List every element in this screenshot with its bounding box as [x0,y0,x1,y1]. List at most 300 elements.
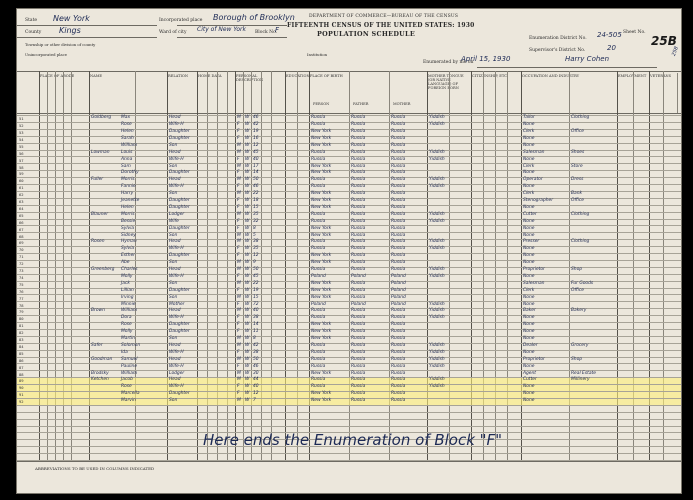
surname-cell: Fuller [91,177,104,183]
race-cell: W [245,253,250,259]
occupation-cell: None [523,322,535,328]
grid-row-line [17,322,681,323]
grid-row-line [17,384,681,385]
row-number: 85 [19,350,24,356]
industry-cell: Shop [571,267,583,272]
sex-cell: M [237,163,241,169]
race-cell: W [245,273,250,279]
occupation-cell: None [523,232,535,238]
relation-cell: Daughter [169,135,190,141]
age-cell: 50 [253,177,259,183]
race-cell: W [245,211,250,217]
mother-birthplace-cell: Russia [391,322,406,328]
sex-cell: M [237,115,241,121]
sex-cell: F [237,225,240,231]
age-cell: 12 [253,253,259,259]
mother-birthplace-cell: Russia [391,198,406,203]
given-name-cell: Bessie [121,218,136,224]
mother-birthplace-cell: Russia [391,349,406,355]
mother-birthplace-cell: Russia [391,218,406,224]
occupation-cell: None [523,142,535,148]
mother-birthplace-cell: Russia [391,329,406,335]
mother-birthplace-cell: Russia [391,135,406,141]
father-birthplace-cell: Russia [351,336,366,341]
sex-cell: M [237,342,241,348]
given-name-cell: Sylvia [121,246,135,252]
mother-birthplace-cell: Poland [391,301,406,307]
given-name-cell: Louis [121,149,133,155]
sex-cell: F [237,122,240,128]
incorporated-value: Borough of Brooklyn [213,13,295,22]
relation-cell: Son [169,280,178,286]
industry-cell: Real Estate [571,370,596,376]
row-number: 56 [19,150,24,156]
given-name-cell: Ida [121,349,128,355]
row-number: 60 [19,178,24,184]
age-cell: 50 [253,356,259,362]
race-cell: W [245,398,250,404]
birthplace-cell: Poland [311,273,326,279]
birthplace-cell: Russia [311,267,326,272]
sex-cell: F [237,246,240,252]
row-number: 74 [19,274,24,280]
relation-cell: Son [169,163,178,169]
occupation-cell: Agent [523,370,536,376]
relation-cell: Son [169,294,178,300]
mother-tongue-cell: Yiddish [429,177,445,183]
institution-label: Institution [307,52,328,57]
age-cell: 42 [253,342,259,348]
given-name-cell: Jack [121,280,130,286]
father-birthplace-cell: Russia [351,384,366,390]
age-cell: 46 [253,184,259,190]
given-name-cell: Jeanette [121,198,140,203]
age-cell: 40 [253,384,259,390]
department-heading: DEPARTMENT OF COMMERCE—BUREAU OF THE CENSUS [309,14,459,19]
given-name-cell: Molly [121,329,133,335]
surname-cell: Brodsky [91,370,109,376]
grid-row-line [17,412,681,413]
grid-row-line [17,253,681,254]
unincorporated-label: Unincorporated place [25,52,68,57]
birth-subheader: FATHER [353,102,369,106]
mother-birthplace-cell: Russia [391,149,406,155]
grid-row-line [17,219,681,220]
relation-cell: Wife-H [169,184,184,190]
mother-tongue-cell: Yiddish [429,267,445,272]
sex-cell: F [237,156,240,162]
sex-cell: M [237,280,241,286]
given-name-cell: Marcella [121,391,140,397]
occupation-cell: Tailor [523,115,535,121]
father-birthplace-cell: Russia [351,267,366,272]
given-name-cell: Martin [121,336,136,341]
given-name-cell: Morris [121,177,135,183]
father-birthplace-cell: Russia [351,308,366,314]
age-cell: 16 [253,135,259,141]
relation-cell: Head [169,308,181,314]
row-number: 54 [19,136,24,142]
grid-row-line [17,156,681,157]
birthplace-cell: Poland [311,301,326,307]
row-number: 88 [19,371,24,377]
birthplace-cell: Russia [311,356,326,362]
father-birthplace-cell: Russia [351,287,366,293]
age-cell: 7 [253,398,256,404]
industry-cell: Fur Goods [571,280,594,286]
age-cell: 45 [253,273,259,279]
birthplace-cell: Russia [311,246,326,252]
age-cell: 22 [253,280,259,286]
birthplace-cell: Russia [311,184,326,190]
surname-cell: Blauner [91,211,108,217]
mother-tongue-cell: Yiddish [429,246,445,252]
father-birthplace-cell: Poland [351,301,366,307]
given-name-cell: William [121,308,138,314]
given-name-cell: Abe [121,260,130,266]
grid-row-line [17,136,681,137]
row-number: 73 [19,268,24,273]
surname-cell: Goldberg [91,115,112,121]
race-cell: W [245,184,250,190]
row-number: 66 [19,219,24,225]
occupation-cell: None [523,294,535,300]
father-birthplace-cell: Russia [351,129,366,134]
age-cell: 8 [253,225,256,231]
occupation-cell: None [523,156,535,162]
given-name-cell: Samuel [121,356,138,362]
grid-row-line [17,294,681,295]
mother-birthplace-cell: Russia [391,398,406,404]
father-birthplace-cell: Russia [351,246,366,252]
sex-cell: F [237,129,240,134]
birth-subheader: MOTHER [393,102,411,106]
sex-cell: M [237,232,241,238]
given-name-cell: Rose [121,322,132,328]
age-cell: 8 [253,336,256,341]
age-cell: 46 [253,363,259,369]
occupation-cell: Salesman [523,280,545,286]
birthplace-cell: New York [311,336,332,341]
age-cell: 44 [253,377,259,383]
race-cell: W [245,356,250,362]
given-name-cell: Rose [121,384,132,390]
relation-cell: Wife-H [169,273,184,279]
birthplace-cell: Russia [311,349,326,355]
row-number: 89 [19,378,24,384]
column-group-header: EDUCATION [286,74,310,78]
mother-tongue-cell: Yiddish [429,377,445,383]
age-cell: 32 [253,218,259,224]
age-cell: 40 [253,308,259,314]
age-cell: 19 [253,129,259,134]
father-birthplace-cell: Russia [351,253,366,259]
occupation-cell: None [523,170,535,176]
father-birthplace-cell: Russia [351,370,366,376]
age-cell: 38 [253,239,259,245]
father-birthplace-cell: Russia [351,260,366,266]
relation-cell: Wife [169,218,179,224]
row-number: 64 [19,205,24,211]
birthplace-cell: Russia [311,115,326,121]
occupation-cell: Cutter [523,377,537,383]
race-cell: W [245,232,250,238]
birthplace-cell: New York [311,129,332,134]
row-number: 58 [19,164,24,170]
industry-cell: Bakery [571,308,587,314]
sex-cell: M [237,356,241,362]
given-name-cell: Minnie [121,301,136,307]
relation-cell: Head [169,356,181,362]
mother-birthplace-cell: Russia [391,156,406,162]
sex-cell: F [237,322,240,328]
age-cell: 38 [253,315,259,321]
occupation-cell: Clerk [523,163,535,169]
age-cell: 19 [253,287,259,293]
mother-tongue-cell: Yiddish [429,156,445,162]
birthplace-cell: Russia [311,315,326,321]
row-number: 72 [19,261,24,267]
relation-cell: Son [169,232,178,238]
relation-cell: Daughter [169,322,190,328]
race-cell: W [245,363,250,369]
occupation-cell: None [523,391,535,397]
occupation-cell: Clerk [523,191,535,197]
given-name-cell: Marvin [121,398,136,404]
mother-birthplace-cell: Poland [391,287,406,293]
column-group-header: RELATION [168,74,189,78]
father-birthplace-cell: Russia [351,239,366,245]
mother-tongue-cell: Yiddish [429,149,445,155]
father-birthplace-cell: Russia [351,211,366,217]
mother-tongue-cell: Yiddish [429,384,445,390]
row-number: 90 [19,385,24,391]
relation-cell: Head [169,149,181,155]
mother-birthplace-cell: Russia [391,267,406,272]
grid-row-line [17,453,681,454]
grid-row-line [17,336,681,337]
occupation-cell: Stenographer [523,198,554,203]
given-name-cell: Fannie [121,184,136,190]
father-birthplace-cell: Russia [351,315,366,321]
race-cell: W [245,294,250,300]
surname-cell: Greenberg [91,267,115,272]
sex-cell: F [237,218,240,224]
relation-cell: Head [169,177,181,183]
relation-cell: Wife-H [169,315,184,321]
industry-cell: Store [571,163,583,169]
occupation-cell: Baker [523,308,536,314]
surname-cell: Rosen [91,239,105,245]
race-cell: W [245,198,250,203]
occupation-cell: Proprietor [523,356,545,362]
sex-cell: F [237,287,240,293]
surname-cell: Safer [91,342,103,348]
relation-cell: Wife-H [169,363,184,369]
enumerated-label: Enumerated by me on [423,60,474,65]
mother-birthplace-cell: Russia [391,232,406,238]
given-name-cell: Esther [121,253,136,259]
sex-cell: M [237,294,241,300]
race-cell: W [245,349,250,355]
age-cell: 15 [253,204,259,210]
row-number: 84 [19,343,24,349]
relation-cell: Head [169,115,181,121]
race-cell: W [245,280,250,286]
race-cell: W [245,142,250,148]
mother-birthplace-cell: Russia [391,363,406,369]
row-number: 91 [19,392,24,398]
grid-row-line [17,329,681,330]
row-number: 70 [19,247,24,253]
birthplace-cell: New York [311,198,332,203]
end-of-block-note: Here ends the Enumeration of Block "F" [203,431,503,449]
father-birthplace-cell: Russia [351,149,366,155]
census-title: FIFTEENTH CENSUS OF THE UNITED STATES: 1930 [287,22,475,29]
column-group-header: EMPLOYMENT [618,74,647,78]
race-cell: W [245,170,250,176]
row-number: 59 [19,171,24,177]
mother-birthplace-cell: Russia [391,184,406,190]
grid-row-line [17,426,681,427]
race-cell: W [245,156,250,162]
age-cell: 38 [253,349,259,355]
grid-row-line [17,315,681,316]
mother-birthplace-cell: Russia [391,239,406,245]
sex-cell: F [237,329,240,335]
row-number: 68 [19,233,24,239]
industry-cell: Shoes [571,149,585,155]
column-group-header: CITIZENSHIP, ETC. [472,74,509,78]
ward-value: City of New York [197,26,246,33]
enumeration-date: April 15, 1930 [461,55,511,63]
mother-tongue-cell: Yiddish [429,273,445,279]
given-name-cell: Solomon [121,342,141,348]
surname-cell: Brown [91,308,105,314]
given-name-cell: Sylvia [121,225,135,231]
census-sheet [16,8,682,494]
father-birthplace-cell: Russia [351,391,366,397]
mother-birthplace-cell: Russia [391,170,406,176]
mother-birthplace-cell: Russia [391,211,406,217]
race-cell: W [245,377,250,383]
grid-row-line [17,260,681,261]
age-cell: 5 [253,232,256,238]
occupation-cell: None [523,184,535,190]
row-number: 55 [19,143,24,149]
mother-birthplace-cell: Russia [391,115,406,121]
age-cell: 40 [253,156,259,162]
birthplace-cell: Russia [311,149,326,155]
mother-birthplace-cell: Poland [391,273,406,279]
father-birthplace-cell: Russia [351,218,366,224]
father-birthplace-cell: Russia [351,398,366,404]
race-cell: W [245,129,250,134]
occupation-cell: None [523,204,535,210]
birthplace-cell: New York [311,329,332,335]
sex-cell: M [237,260,241,266]
grid-row-line [17,398,681,399]
row-number: 87 [19,364,24,370]
grid-row-line [17,363,681,364]
mother-tongue-cell: Yiddish [429,308,445,314]
age-cell: 42 [253,122,259,128]
industry-cell: Clothing [571,211,590,217]
given-name-cell: Lillian [121,287,134,293]
sex-cell: M [237,308,241,314]
sex-cell: M [237,267,241,272]
birthplace-cell: Russia [311,363,326,369]
age-cell: 18 [253,198,259,203]
given-name-cell: Sam [121,163,131,169]
birthplace-cell: Russia [311,177,326,183]
age-cell: 12 [253,142,259,148]
district-label: Enumeration District No. [529,36,587,41]
mother-birthplace-cell: Russia [391,336,406,341]
mother-birthplace-cell: Russia [391,384,406,390]
occupation-cell: None [523,225,535,231]
birthplace-cell: Russia [311,218,326,224]
race-cell: W [245,370,250,376]
grid-row-line [17,419,681,420]
father-birthplace-cell: Russia [351,232,366,238]
sex-cell: M [237,398,241,404]
age-cell: 72 [253,301,259,307]
industry-cell: Office [571,129,584,134]
mother-birthplace-cell: Russia [391,342,406,348]
margin-sheet-note: 25B [670,45,680,57]
relation-cell: Wife-H [169,246,184,252]
given-name-cell: Sidney [121,232,136,238]
row-number: 75 [19,281,24,287]
row-number: 53 [19,130,24,135]
birthplace-cell: New York [311,391,332,397]
surname-cell: Lowman [91,149,110,155]
race-cell: W [245,342,250,348]
occupation-cell: Clerk [523,129,535,134]
father-birthplace-cell: Russia [351,122,366,128]
row-number: 61 [19,185,24,191]
row-number: 81 [19,323,24,329]
birth-subheader: PERSON [313,102,330,106]
mother-birthplace-cell: Russia [391,308,406,314]
sheet-label: Sheet No. [623,30,646,35]
occupation-cell: None [523,273,535,279]
birthplace-cell: Russia [311,377,326,383]
mother-birthplace-cell: Russia [391,391,406,397]
grid-row-line [17,350,681,351]
occupation-cell: None [523,329,535,335]
father-birthplace-cell: Russia [351,135,366,141]
relation-cell: Daughter [169,253,190,259]
industry-cell: Dress [571,177,584,183]
age-cell: 9 [253,260,256,266]
relation-cell: Son [169,142,178,148]
mother-tongue-cell: Yiddish [429,342,445,348]
given-name-cell: Jacob [121,377,133,383]
column-group-header: VETERANS [650,74,672,78]
mother-birthplace-cell: Russia [391,370,406,376]
occupation-cell: None [523,349,535,355]
race-cell: W [245,122,250,128]
sex-cell: F [237,391,240,397]
sex-cell: F [237,363,240,369]
age-cell: 45 [253,149,259,155]
industry-cell: Shop [571,356,583,362]
supervisor-value: 20 [607,44,616,52]
mother-tongue-cell: Yiddish [429,239,445,245]
given-name-cell: Charles [121,267,138,272]
